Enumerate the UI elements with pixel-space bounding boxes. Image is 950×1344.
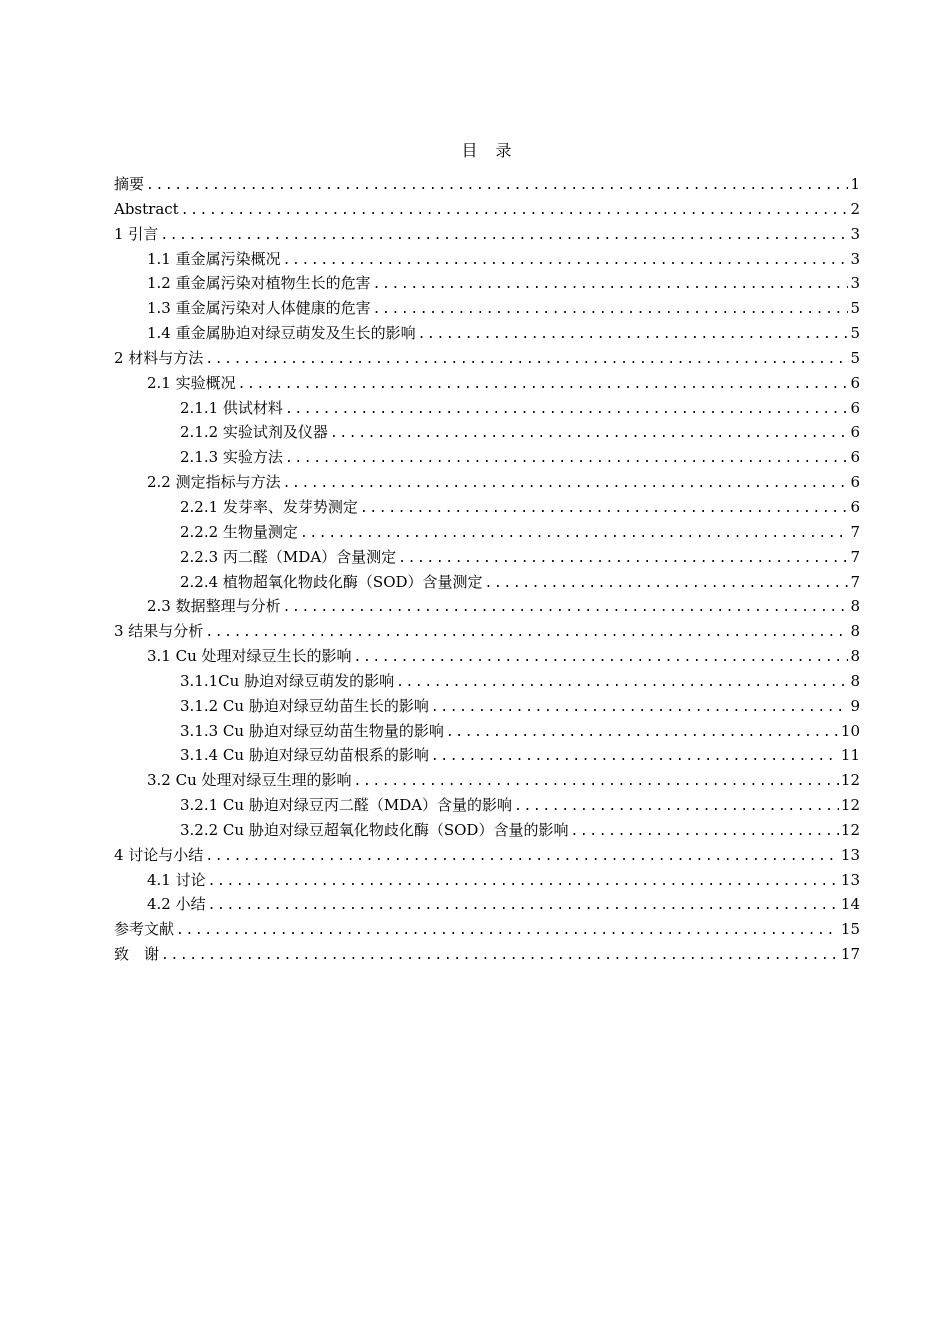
toc-entry[interactable] — [114, 594, 860, 619]
toc-entry-label: 2.2.3 丙二醛（MDA）含量测定 — [180, 547, 397, 566]
toc-leader-dots — [238, 373, 849, 398]
toc-entry[interactable] — [114, 545, 860, 570]
toc-entry[interactable] — [114, 520, 860, 545]
toc-entry[interactable] — [114, 843, 860, 868]
toc-leader-dots — [330, 422, 849, 447]
toc-entry[interactable] — [114, 346, 860, 371]
toc-entry[interactable] — [114, 271, 860, 296]
toc-entry-label: 2.1.2 实验试剂及仪器 — [180, 423, 328, 442]
toc-entry-page-number: 13 — [840, 845, 860, 864]
toc-entry-page-number: 14 — [840, 895, 860, 914]
toc-entry-page-number: 8 — [850, 647, 860, 666]
toc-entry[interactable] — [114, 396, 860, 421]
toc-entry-page-number: 7 — [850, 572, 860, 591]
toc-entry[interactable] — [114, 719, 860, 744]
toc-entry-page-number: 5 — [850, 324, 860, 343]
toc-entry-label: 2.3 数据整理与分析 — [147, 597, 281, 616]
toc-entry[interactable] — [114, 470, 860, 495]
toc-entry[interactable] — [114, 420, 860, 445]
toc-entry-label: 2.2.2 生物量测定 — [180, 522, 298, 541]
toc-entry-page-number: 3 — [850, 224, 860, 243]
toc-leader-dots — [360, 497, 849, 522]
toc-entry[interactable] — [114, 917, 860, 942]
toc-leader-dots — [354, 646, 849, 671]
toc-entry[interactable] — [114, 296, 860, 321]
toc-entry[interactable] — [114, 445, 860, 470]
toc-leader-dots — [205, 348, 848, 373]
toc-leader-dots — [146, 174, 848, 199]
toc-entry-label: Abstract — [114, 199, 179, 218]
toc-title — [0, 138, 950, 161]
toc-entry-page-number: 6 — [850, 423, 860, 442]
toc-entry[interactable] — [114, 371, 860, 396]
toc-entry[interactable] — [114, 669, 860, 694]
toc-entry-page-number: 1 — [850, 175, 860, 193]
toc-entry-page-number: 8 — [850, 671, 860, 690]
toc-entry[interactable] — [114, 619, 860, 644]
toc-leader-dots — [283, 596, 849, 621]
toc-leader-dots — [285, 398, 849, 423]
toc-entry-label: 1.1 重金属污染概况 — [147, 249, 281, 268]
toc-leader-dots — [285, 447, 849, 472]
toc-entry-label: 3.1 Cu 处理对绿豆生长的影响 — [147, 647, 352, 666]
toc-entry-label: 摘要 — [114, 175, 145, 193]
toc-leader-dots — [176, 919, 839, 944]
toc-entry[interactable] — [114, 495, 860, 520]
toc-leader-dots — [373, 298, 849, 323]
toc-entry-page-number: 3 — [850, 274, 860, 293]
toc-entry[interactable] — [114, 247, 860, 272]
toc-entry[interactable] — [114, 321, 860, 346]
toc-entry[interactable] — [114, 694, 860, 719]
toc-entry-label: 3.1.3 Cu 胁迫对绿豆幼苗生物量的影响 — [180, 721, 444, 740]
toc-entry-label: 1.4 重金属胁迫对绿豆萌发及生长的影响 — [147, 324, 416, 343]
toc-entry-page-number: 6 — [850, 497, 860, 516]
toc-leader-dots — [396, 671, 848, 696]
toc-entry-label: 2.1.1 供试材料 — [180, 398, 283, 417]
toc-entry-page-number: 13 — [840, 870, 860, 889]
toc-entry-page-number: 15 — [840, 920, 860, 939]
toc-entry[interactable] — [114, 172, 860, 197]
toc-title-char-2: 录 — [495, 141, 514, 160]
toc-entry[interactable] — [114, 868, 860, 893]
toc-entry-page-number: 12 — [840, 796, 860, 815]
toc-entry-label: 参考文献 — [114, 920, 175, 939]
toc-entry-page-number: 6 — [850, 373, 860, 392]
toc-entry-page-number: 6 — [850, 448, 860, 467]
toc-entry-label: 4.1 讨论 — [147, 870, 206, 889]
toc-leader-dots — [398, 547, 848, 572]
toc-entry-page-number: 11 — [840, 746, 860, 765]
toc-entry-page-number: 7 — [850, 547, 860, 566]
toc-entry-label: 2.2 测定指标与方法 — [147, 473, 281, 492]
toc-entry-label: 1.2 重金属污染对植物生长的危害 — [147, 274, 371, 293]
toc-leader-dots — [161, 944, 839, 969]
toc-entry-label: 4 讨论与小结 — [114, 845, 204, 864]
toc-entry-label: 2.2.4 植物超氧化物歧化酶（SOD）含量测定 — [180, 572, 483, 591]
toc-entry-label: 3.1.4 Cu 胁迫对绿豆幼苗根系的影响 — [180, 746, 429, 765]
toc-entry-label: 2 材料与方法 — [114, 348, 204, 367]
toc-entry-label: 1 引言 — [114, 224, 159, 243]
toc-leader-dots — [431, 745, 839, 770]
toc-leader-dots — [418, 323, 849, 348]
toc-entry-label: 3.2 Cu 处理对绿豆生理的影响 — [147, 771, 352, 790]
toc-leader-dots — [373, 273, 849, 298]
toc-leader-dots — [283, 472, 849, 497]
toc-entry-page-number: 5 — [850, 299, 860, 318]
toc-entry-page-number: 8 — [850, 622, 860, 641]
toc-entry-page-number: 6 — [850, 473, 860, 492]
toc-entry-label: 3 结果与分析 — [114, 622, 204, 641]
toc-leader-dots — [283, 249, 849, 274]
toc-entry-label: 3.1.1Cu 胁迫对绿豆萌发的影响 — [180, 671, 395, 690]
toc-entry[interactable] — [114, 570, 860, 595]
toc-leader-dots — [208, 870, 839, 895]
toc-entry-page-number: 5 — [850, 348, 860, 367]
toc-entry-page-number: 9 — [850, 696, 860, 715]
toc-entry-page-number: 2 — [850, 199, 860, 218]
toc-leader-dots — [300, 522, 849, 547]
toc-leader-dots — [514, 795, 839, 820]
toc-entry[interactable] — [114, 793, 860, 818]
toc-leader-dots — [208, 894, 839, 919]
toc-entry-page-number: 8 — [850, 597, 860, 616]
toc-leader-dots — [446, 721, 839, 746]
toc-entry-label: 3.2.2 Cu 胁迫对绿豆超氧化物歧化酶（SOD）含量的影响 — [180, 820, 569, 839]
toc-entry[interactable] — [114, 197, 860, 222]
toc-entry-label: 3.2.1 Cu 胁迫对绿豆丙二醛（MDA）含量的影响 — [180, 796, 513, 815]
toc-entry-label: 4.2 小结 — [147, 895, 206, 914]
toc-entry-label: 2.1.3 实验方法 — [180, 448, 283, 467]
toc-leader-dots — [354, 770, 839, 795]
toc-entry-page-number: 6 — [850, 398, 860, 417]
toc-entry[interactable] — [114, 644, 860, 669]
toc-leader-dots — [431, 696, 849, 721]
toc-entry-page-number: 12 — [840, 771, 860, 790]
toc-leader-dots — [205, 621, 848, 646]
toc-entry[interactable] — [114, 818, 860, 843]
toc-entry[interactable] — [114, 942, 860, 967]
toc-leader-dots — [160, 224, 848, 249]
toc-leader-dots — [205, 845, 839, 870]
toc-entry-label: 3.1.2 Cu 胁迫对绿豆幼苗生长的影响 — [180, 696, 429, 715]
toc-leader-dots — [570, 820, 838, 845]
toc-entry-label: 1.3 重金属污染对人体健康的危害 — [147, 299, 371, 318]
toc-entry-page-number: 17 — [840, 945, 860, 964]
toc-entry[interactable] — [114, 222, 860, 247]
toc-title-char-1: 目 — [461, 141, 480, 160]
toc-entry[interactable] — [114, 892, 860, 917]
toc-list — [114, 172, 860, 967]
toc-leader-dots — [485, 572, 849, 597]
toc-entry-label: 2.2.1 发芽率、发芽势测定 — [180, 497, 358, 516]
toc-leader-dots — [181, 199, 849, 224]
toc-entry-page-number: 10 — [840, 721, 860, 740]
toc-entry-page-number: 3 — [850, 249, 860, 268]
toc-entry-label: 致 谢 — [114, 945, 160, 964]
toc-entry[interactable] — [114, 743, 860, 768]
toc-entry-label: 2.1 实验概况 — [147, 373, 236, 392]
toc-entry-page-number: 12 — [840, 820, 860, 839]
toc-entry-page-number: 7 — [850, 522, 860, 541]
toc-entry[interactable] — [114, 768, 860, 793]
